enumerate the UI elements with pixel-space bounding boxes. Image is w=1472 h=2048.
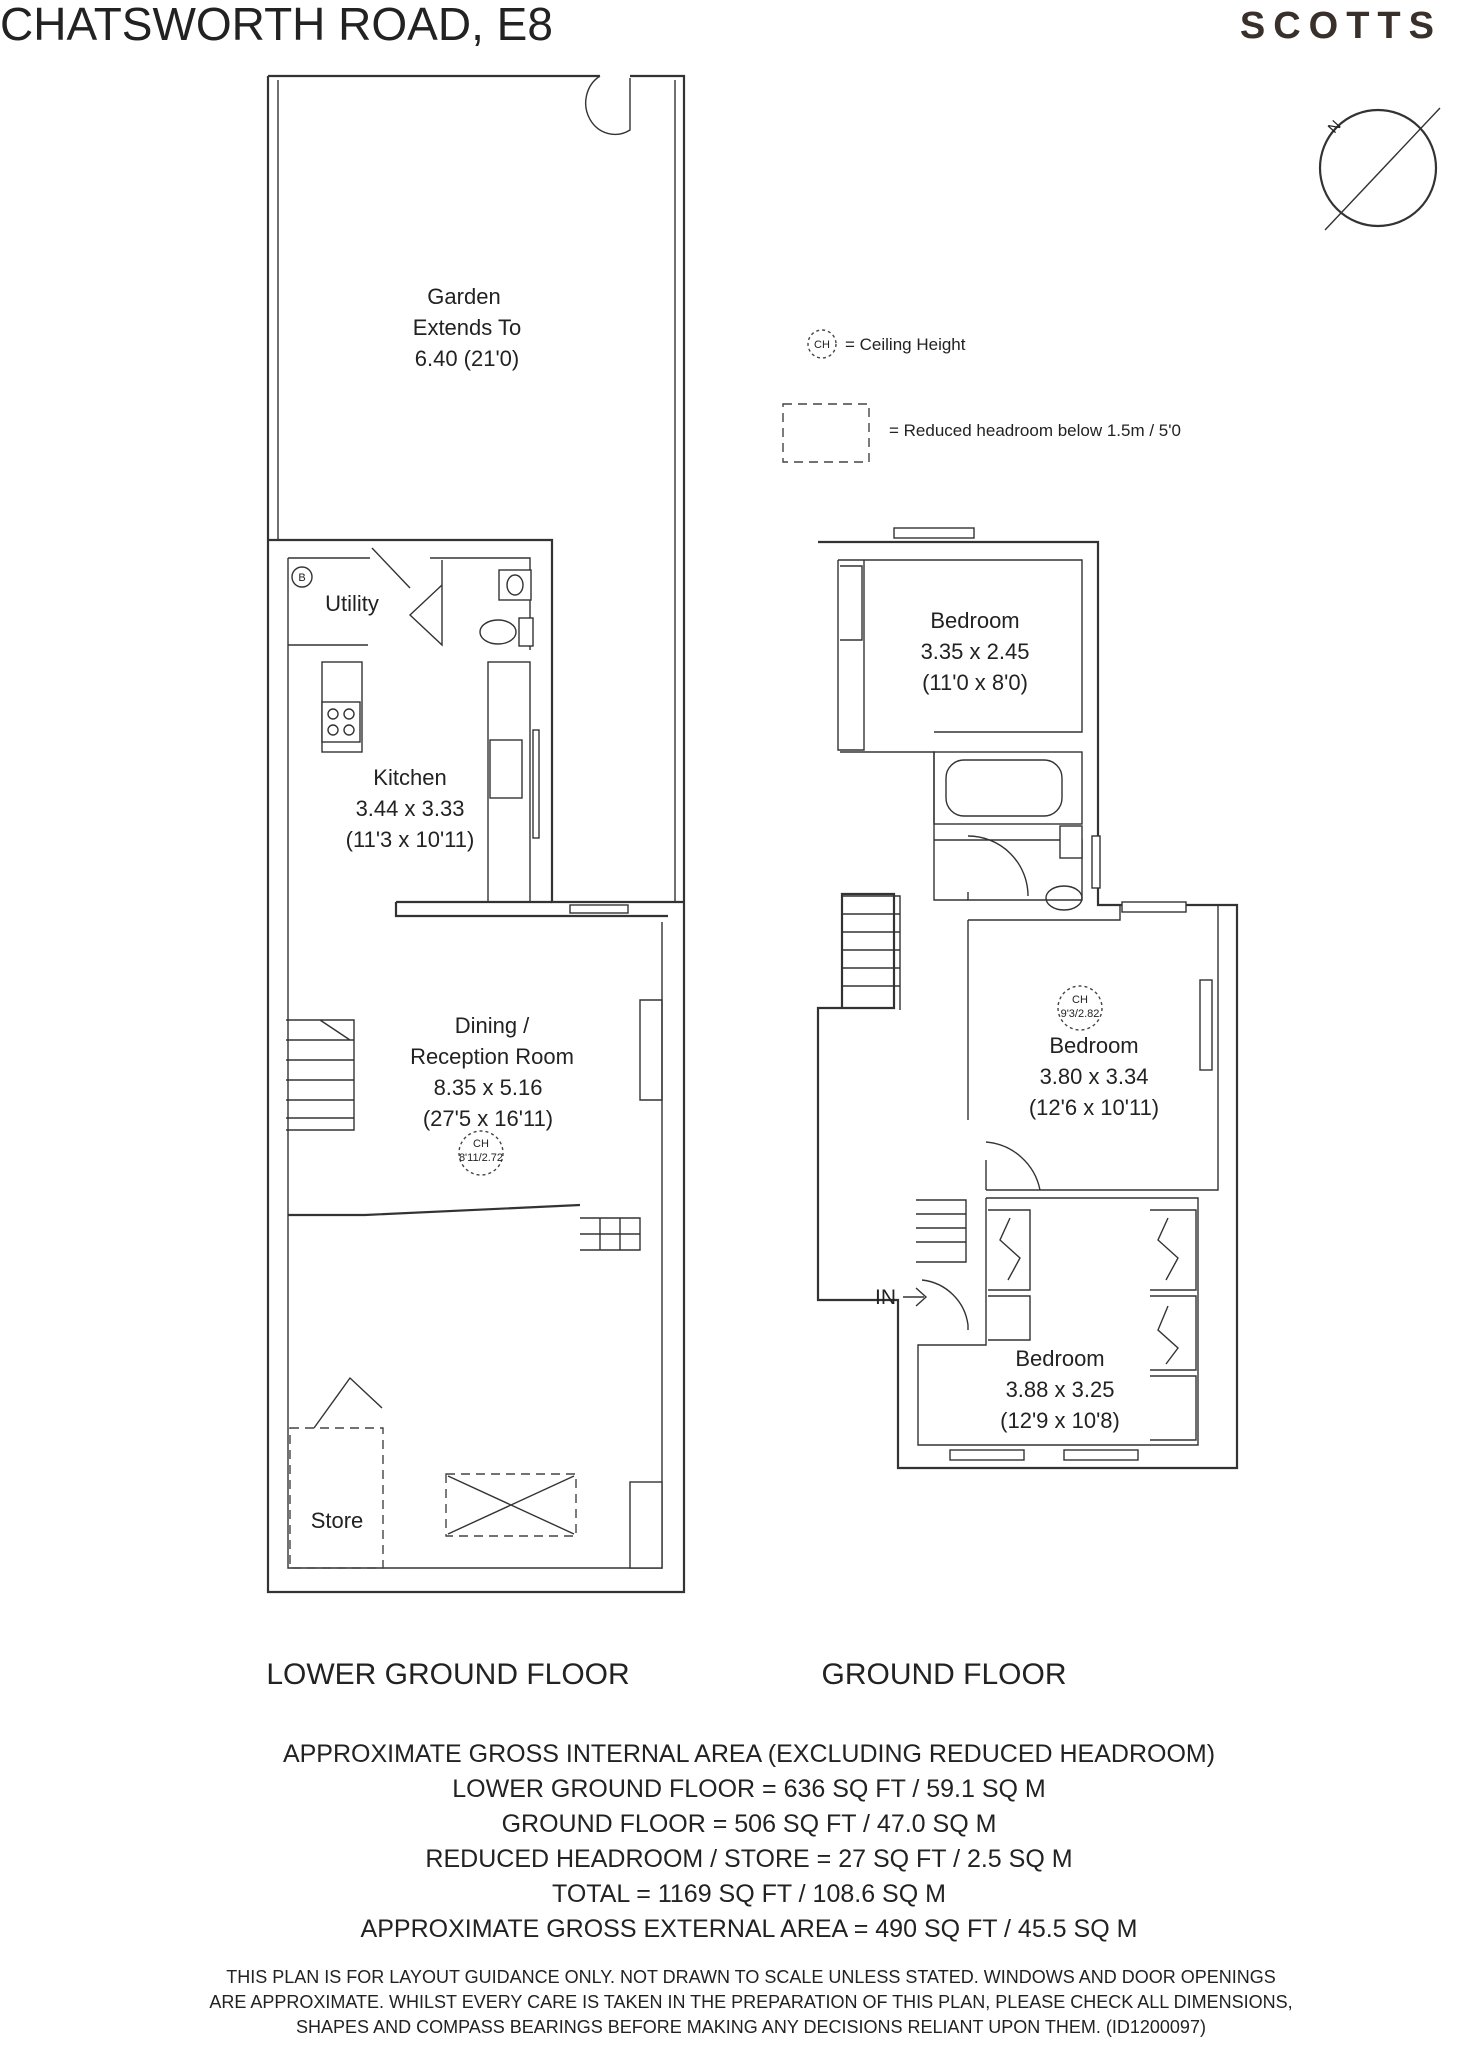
bedroom-top-dims-m: 3.35 x 2.45 (920, 639, 1030, 664)
bedroom-middle-ch-value: 9'3/2.82 (1060, 1008, 1100, 1020)
area-summary (283, 1740, 1215, 1943)
utility-name: Utility (325, 591, 379, 616)
area-line: APPROXIMATE GROSS EXTERNAL AREA = 490 SQ FT / 45.5 SQ M (360, 1915, 1138, 1943)
dining-line1: Dining / (454, 1013, 530, 1038)
legend-ceiling-text: = Ceiling Height (845, 335, 966, 354)
disclaimer-line: SHAPES AND COMPASS BEARINGS BEFORE MAKING ANY DECISIONS RELIANT UPON THEM. (ID1200097) (296, 2017, 1206, 2037)
bedroom-middle-dims-m: 3.80 x 3.34 (1039, 1064, 1149, 1089)
ground-floor-label: GROUND FLOOR (821, 1658, 1067, 1691)
garden-line1: Garden (427, 284, 501, 309)
dining-ch-label: CH (473, 1138, 489, 1150)
utility-label (292, 567, 379, 616)
bedroom-middle-ch-label: CH (1072, 994, 1088, 1006)
reduced-headroom-icon (783, 404, 869, 462)
bedroom-middle-label (1029, 986, 1159, 1120)
bedroom-top-dims-ft: (11'0 x 8'0) (922, 670, 1028, 695)
garden-line3: 6.40 (21'0) (414, 346, 520, 371)
disclaimer (209, 1967, 1292, 2037)
boiler-letter: B (298, 572, 306, 584)
lower-ground-floor-label: LOWER GROUND FLOOR (266, 1658, 630, 1691)
brand-logo: SCOTTS (1239, 5, 1442, 47)
dining-dims-m: 8.35 x 5.16 (433, 1075, 543, 1100)
bedroom-top-label (921, 608, 1030, 695)
area-line: GROUND FLOOR = 506 SQ FT / 47.0 SQ M (501, 1810, 997, 1838)
legend-reduced-text: = Reduced headroom below 1.5m / 5'0 (889, 421, 1181, 440)
area-line: REDUCED HEADROOM / STORE = 27 SQ FT / 2.5 SQ M (425, 1845, 1073, 1873)
dining-line2: Reception Room (410, 1044, 574, 1069)
area-line: TOTAL = 1169 SQ FT / 108.6 SQ M (552, 1880, 946, 1908)
dining-label (410, 1013, 574, 1175)
disclaimer-line: THIS PLAN IS FOR LAYOUT GUIDANCE ONLY. NOT DRAWN TO SCALE UNLESS STATED. WINDOWS AND DOOR OPENINGS (226, 1967, 1276, 1987)
garden-line2: Extends To (412, 315, 522, 340)
bedroom-bottom-dims-ft: (12'9 x 10'8) (1000, 1408, 1120, 1433)
kitchen-name: Kitchen (373, 765, 447, 790)
garden-label (413, 284, 521, 371)
bedroom-top-name: Bedroom (930, 608, 1020, 633)
legend (783, 330, 1181, 462)
legend-ch-symbol: CH (814, 339, 830, 351)
bedroom-bottom-name: Bedroom (1015, 1346, 1105, 1371)
bedroom-middle-dims-ft: (12'6 x 10'11) (1028, 1095, 1160, 1120)
area-line: LOWER GROUND FLOOR = 636 SQ FT / 59.1 SQ M (452, 1775, 1046, 1803)
bedroom-bottom-dims-m: 3.88 x 3.25 (1005, 1377, 1115, 1402)
entrance-label: IN (875, 1286, 896, 1309)
store-label: Store (310, 1508, 364, 1533)
bedroom-bottom-label (1000, 1346, 1120, 1433)
ground-floor (818, 528, 1237, 1468)
compass-north-label: N (1324, 117, 1345, 137)
area-line: APPROXIMATE GROSS INTERNAL AREA (EXCLUDING REDUCED HEADROOM) (282, 1740, 1216, 1768)
bedroom-middle-name: Bedroom (1049, 1033, 1139, 1058)
property-title: CHATSWORTH ROAD, E8 (0, 0, 553, 50)
kitchen-label (346, 765, 475, 852)
kitchen-dims-ft: (11'3 x 10'11) (345, 827, 475, 852)
compass-icon (1320, 108, 1440, 230)
entrance-marker (875, 1286, 926, 1309)
dining-dims-ft: (27'5 x 16'11) (422, 1106, 554, 1131)
disclaimer-line: ARE APPROXIMATE. WHILST EVERY CARE IS TAKEN IN THE PREPARATION OF THIS PLAN, PLEASE CHECK ALL DIMENSIONS, (209, 1992, 1293, 2012)
kitchen-dims-m: 3.44 x 3.33 (355, 796, 465, 821)
entrance-arrow-icon (903, 1288, 926, 1306)
dining-ch-value: 8'11/2.72 (458, 1152, 504, 1164)
